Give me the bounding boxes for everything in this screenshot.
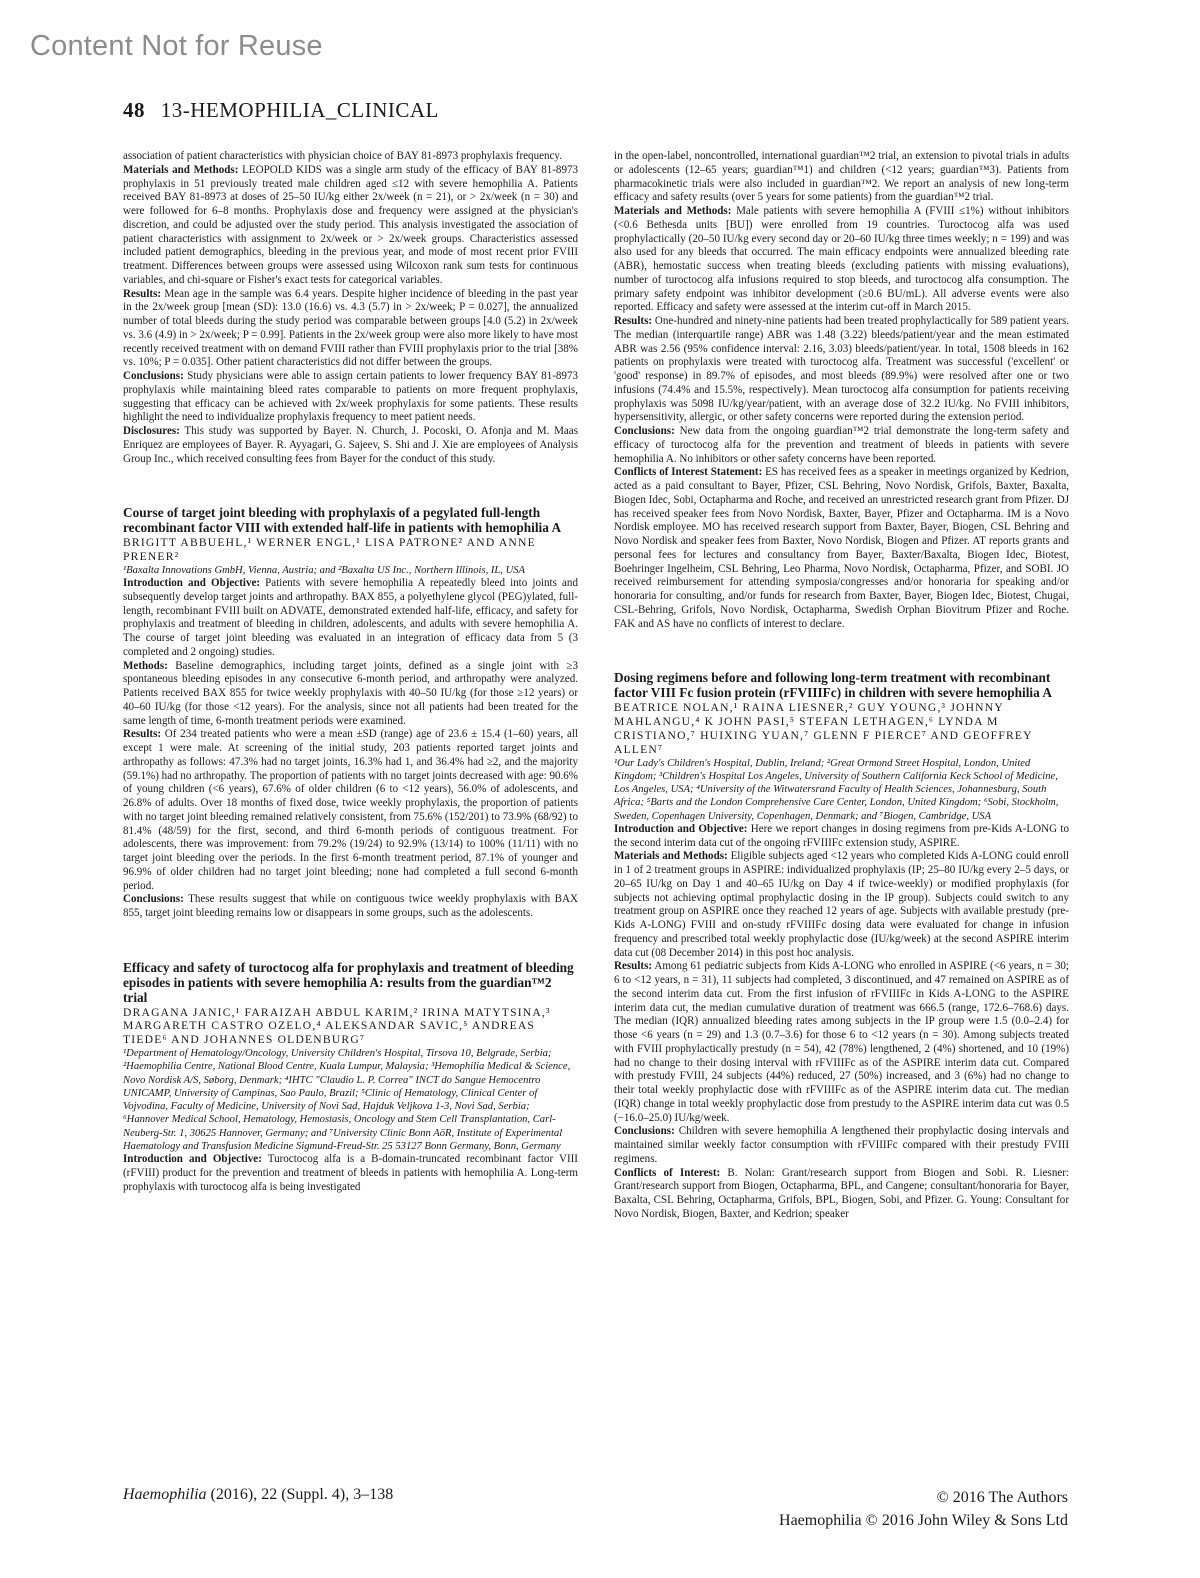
abstract-title: Efficacy and safety of turoctocog alfa for prophylaxis and treatment of bleeding episodes in patients with severe hemophilia A: results from the guardian™2 trial — [123, 959, 574, 1005]
paragraph: in the open-label, noncontrolled, international guardian™2 trial, an extension to pivotal trials in adults or adolescents (12–65 years; guardian™1) and children (<12 years; guardian™3). Patients from pharmacokinetic trials were also included in guardian™2. We report an analysis of new long-term efficacy and safety results (over 5 years for some patients) from the guardian™2 trial. — [614, 150, 1069, 204]
author-list: BRIGITT ABBUEHL,¹ WERNER ENGL,¹ LISA PATRONE² AND ANNE PRENER² — [123, 536, 536, 563]
citation-details: (2016), 22 (Suppl. 4), 3–138 — [210, 1486, 394, 1503]
paragraph: Materials and Methods: Eligible subjects aged <12 years who completed Kids A-LONG could enroll in 1 of 2 treatment groups in ASPIRE: individualized prophylaxis (IP; 25–80 IU/kg every 2–5 days, or 20–65 IU/kg on Day 1 and 40–65 IU/kg on Day 4 if twice-weekly) or modified prophylaxis (for subjects not achieving optimal prophylactic dosing in the IP group). Subjects could switch to any treatment group on ASPIRE once they reached 12 years of age. Subjects with available prestudy (pre-Kids A-LONG) FVIII and on-study rFVIIIFc dosing data were evaluated for change in infusion frequency and prescribed total weekly prophylactic dose (IU/kg/week) at the second ASPIRE interim data cut (08 December 2014) in this post hoc analysis. — [614, 850, 1070, 959]
paragraph: Methods: Baseline demographics, including target joints, defined as a single joint with ≥3 spontaneous bleeding episodes in any consecutive 6-month period, and arthropathy were analyzed. Patients received BAX 855 for twice weekly prophylaxis with 40–50 IU/kg (for those ≥12 years) or 40–60 IU/kg (for those <12 years). For the analysis, since not all patients had been treated for the same length of time, 6-month treatment periods were examined. — [123, 659, 579, 727]
right-column — [614, 150, 1069, 1222]
journal-citation — [123, 1486, 393, 1504]
affiliations: ¹Baxalta Innovations GmbH, Vienna, Austria; and ²Baxalta US Inc., Northern Illinois, IL, USA — [123, 564, 526, 576]
journal-name: Haemophilia — [123, 1486, 207, 1503]
copyright-notice — [779, 1486, 1068, 1532]
paragraph: Disclosures: This study was supported by Bayer. N. Church, J. Pocoski, O. Afonja and M. Maas Enriquez are employees of Bayer. R. Ayyagari, G. Sajeev, S. Shi and J. Xie are employees of Analysis Group Inc., which received consulting fees from Bayer for the conduct of this study. — [123, 425, 579, 465]
left-column — [123, 150, 578, 1194]
paragraph: Introduction and Objective: Patients with severe hemophilia A repeatedly bleed into joints and subsequently develop target joints and arthropathy. BAX 855, a polyethylene glycol (PEG)ylated, full-length, recombinant FVIII built on ADVATE, demonstrated extended half-life, efficacy, and safety for prophylaxis and treatment of bleeding in children, adolescents, and adults with severe hemophilia A. The course of target joint bleeding was evaluated in an integration of efficacy data from 5 (3 completed and 2 ongoing) studies. — [123, 577, 578, 658]
abstract-title: Dosing regimens before and following long-term treatment with recombinant factor VIII Fc fusion protein (rFVIIIFc) in children with severe hemophilia A — [614, 670, 1052, 701]
paragraph: Conclusions: Children with severe hemophilia A lengthened their prophylactic dosing intervals and maintained similar weekly factor consumption with rFVIIIFc compared with their prestudy FVIII regimens. — [614, 1125, 1069, 1165]
abstract-title: Course of target joint bleeding with prophylaxis of a pegylated full-length recombinant factor VIII with extended half-life in patients with hemophilia A — [123, 505, 562, 536]
paragraph: Conclusions: These results suggest that while on contiguous twice weekly prophylaxis with BAX 855, target joint bleeding remains low or disappears in some groups, such as the adolescents. — [123, 893, 578, 920]
paragraph: Conflicts of Interest: B. Nolan: Grant/research support from Biogen and Sobi. R. Liesner: Grant/research support from Biogen, Octapharma, BPL, and Cangene; consultant/honoraria for Bayer, Baxalta, CSL Behring, Octapharma, Grifols, BPL, Biogen, Sobi, and Pfizer. G. Young: Consultant for Novo Nordisk, Biogen, Baxter, and Kedrion; speaker — [614, 1166, 1069, 1220]
watermark-text: Content Not for Reuse — [30, 30, 323, 62]
paragraph: Results: Of 234 treated patients who were a mean ±SD (range) age of 23.6 ± 15.4 (1–60) years, all except 1 were male. At screening of the initial study, 203 patients reported target joints and arthropathy as follows: 47.3% had no target joints, 16.3% had 1, and 36.4% had ≥2, and the majority (59.1%) had no arthropathy. The proportion of patients with no target joints decreased with age: 90.6% of young children (<6 years), 67.6% of older children (6 to <12 years), 56.0% of adolescents, and 26.8% of adults. Over 18 months of fixed dose, twice weekly prophylaxis, the proportion of patients with no target joint bleeding remained relatively consistent, from 75.6% (152/201) to 73.9% (68/92) to 81.4% (48/59) for the first, second, and third 6-month periods of contiguous treatment. For adolescents, there was improvement: from 79.2% (19/24) to 92.9% (13/14) to 100% (11/11) with no target joint bleeding over the periods. In the first 6-month treatment period, 87.1% of younger and 96.9% of older children had no target joint bleeding; none had completed a full second 6-month period. — [123, 728, 578, 892]
section-title: 13-HEMOPHILIA_CLINICAL — [160, 98, 439, 122]
running-header — [123, 98, 439, 123]
paragraph: Conclusions: New data from the ongoing guardian™2 trial demonstrate the long-term safety and efficacy of turoctocog alfa for the prevention and treatment of bleeds in patients with severe hemophilia A. No inhibitors or other safety concerns have been reported. — [614, 425, 1069, 465]
paragraph: Materials and Methods: LEOPOLD KIDS was a single arm study of the efficacy of BAY 81-8973 prophylaxis in 51 previously treated male children aged ≤12 with severe hemophilia A. Patients received BAY 81-8973 at doses of 25–50 IU/kg either 2x/week (n = 21), or > 2x/week (n = 30) and were followed for 6–8 months. Prophylaxis dose and frequency were assigned at the physician's discretion, and could be adjusted over the study period. This analysis investigated the association of patient characteristics with assignment to 2x/week or > 2x/week groups. Characteristics assessed included patient demographics, bleeding in the previous year, and mode of most recent prior FVIII treatment. Differences between groups were assessed using Wilcoxon rank sum tests for continuous variables, and chi-square or Fisher's exact tests for categorical variables. — [123, 163, 579, 286]
paragraph: Introduction and Objective: Here we report changes in dosing regimens from pre-Kids A-LONG to the second interim data cut of the ongoing rFVIIIFc extension study, ASPIRE. — [614, 822, 1069, 849]
author-list: DRAGANA JANIC,¹ FARAIZAH ABDUL KARIM,² IRINA MATYTSINA,³ MARGARETH CASTRO OZELO,⁴ ALEKSANDAR SAVIC,⁵ ANDREAS TIEDE⁶ AND JOHANNES OLDENBURG⁷ — [123, 1005, 551, 1047]
paragraph: Materials and Methods: Male patients with severe hemophilia A (FVIII ≤1%) without inhibitors (<0.6 Bethesda units [BU]) were enrolled from 19 countries. Turoctocog alfa was used prophylactically (20–50 IU/kg every second day or 20–60 IU/kg three times weekly; n = 199) and was also used for any bleeds that occurred. The main efficacy endpoints were annualized bleeding rate (ABR), hemostatic success when treating bleeds (excluding patients with missing evaluations), number of turoctocog alfa infusions required to stop bleeds, and turoctocog alfa consumption. The primary safety endpoint was inhibitor development (≥0.6 BU/mL). All adverse events were also reported. Efficacy and safety were assessed at the interim cut-off in March 2015. — [614, 205, 1069, 314]
page-number: 48 — [123, 98, 145, 122]
author-list: BEATRICE NOLAN,¹ RAINA LIESNER,² GUY YOUNG,³ JOHNNY MAHLANGU,⁴ K JOHN PASI,⁵ STEFAN LETHAGEN,⁶ LYNDA M CRISTIANO,⁷ HUIXING YUAN,⁷ GLENN F PIERCE⁷ AND GEOFFREY ALLEN⁷ — [614, 701, 1033, 756]
paragraph: Conclusions: Study physicians were able to assign certain patients to lower frequency BAY 81-8973 prophylaxis while maintaining bleed rates comparable to patients on more frequent prophylaxis, suggesting that efficacy can be achieved with 2x/week prophylaxis for some patients. These results highlight the need to individualize prophylaxis frequency to meet patient needs. — [123, 370, 578, 424]
paragraph: Results: Among 61 pediatric subjects from Kids A-LONG who enrolled in ASPIRE (<6 years, n = 30; 6 to <12 years, n = 31), 11 subjects had completed, 3 discontinued, and 47 remained on ASPIRE as of the second interim data cut. From the first infusion of rFVIIIFc in Kids A-LONG to the ASPIRE interim data cut, the median cumulative duration of treatment was 666.5 (range, 172.6–768.6) days. The median (IQR) annualized bleeding rates among subjects in the IP group were 1.5 (0.0–2.4) for those <6 years (n = 29) and 1.3 (0.7–3.6) for those 6 to <12 years (n = 30). Among subjects treated with FVIII prophylactically prestudy (n = 54), 42 (78%) lengthened, 2 (4%) shortened, and 10 (19%) had no change to their dosing interval with rFVIIIFc as of the ASPIRE interim data cut. Compared with prestudy FVIII, 24 subjects (44%) reduced, 27 (50%) increased, and 3 (6%) had no change to their total weekly prophylactic dose with rFVIIIFc as of the ASPIRE interim data cut. The median (IQR) change in total weekly prophylactic dose from prestudy to the ASPIRE interim data cut was 0.5 (−16.0–25.0) IU/kg/week. — [614, 960, 1069, 1124]
paragraph: Conflicts of Interest Statement: ES has received fees as a speaker in meetings organized by Kedrion, acted as a paid consultant to Bayer, Pfizer, CSL Behring, Novo Nordisk, Grifols, Baxter, Baxalta, Biogen Idec, Sobi, Octapharma and Roche, and received an unrestricted research grant from Pfizer. DJ has received speaker fees from Novo Nordisk, Baxter, Bayer, Pfizer and Octapharma. IM is a Novo Nordisk employee. MO has received research support from Baxter, Bayer, Biogen, CSL Behring and Novo Nordisk and speaker fees from Baxter, Novo Nordisk, Biogen and Pfizer. AT reports grants and personal fees for lectures and consultancy from Bayer, Baxter/Baxalta, Biogen Idec, Biotest, Boehringer Ingelheim, CSL Behring, Leo Pharma, Novo Nordisk, Octapharma, Pfizer, and SOBI. JO received reimbursement for attending symposia/congresses and/or honoraria for speaking and/or honoraria for consulting, and/or funds for research from Baxter, Bayer, Biogen Idec, Biotest, Chugai, CSL-Behring, Grifols, Novo Nordisk, Octapharma, Swedish Orphan Biovitrum Pfizer and Roche. FAK and AS have no conflicts of interest to declare. — [614, 466, 1069, 630]
paragraph: Results: One-hundred and ninety-nine patients had been treated prophylactically for 589 patient years. The median (interquartile range) ABR was 1.48 (3.22) bleeds/patient/year and the mean estimated ABR was 2.56 (95% confidence interval: 2.16, 3.03) bleeds/patient/year. In total, 1508 bleeds in 162 patients on prophylaxis were treated with turoctocog alfa. Treatment was successful ('excellent' or 'good' response) in 89.7% of episodes, and most bleeds (89.9%) were resolved after one or two infusions (74.4% and 15.5%, respectively). Mean turoctocog alfa consumption for patients receiving prophylaxis was 5098 IU/kg/year/patient, with an average dose of 32.2 IU/kg. No FVIII inhibitors, hypersensitivity, allergic, or other safety concerns were reported during the extension period. — [614, 315, 1069, 424]
paragraph: association of patient characteristics with physician choice of BAY 81-8973 prophylaxis frequency. — [123, 150, 562, 162]
copyright-line: © 2016 The Authors — [936, 1489, 1068, 1506]
paragraph: Introduction and Objective: Turoctocog alfa is a B-domain-truncated recombinant factor VIII (rFVIII) product for the prevention and treatment of bleeds in patients with hemophilia A. Long-term prophylaxis with turoctocog alfa is being investigated — [123, 1153, 578, 1193]
paragraph: Results: Mean age in the sample was 6.4 years. Despite higher incidence of bleeding in the past year in the 2x/week group [mean (SD): 13.0 (16.6) vs. 4.3 (5.7) in > 2x/week; P = 0.027], the annualized number of total bleeds during the study period was comparable between groups [4.0 (5.2) in 2x/week vs. 3.6 (4.9) in > 2x/week; P = 0.99]. Patients in the 2x/week group were also more likely to have most recently received treatment with on demand FVIII rather than FVIII prophylaxis prior to the trial [38% vs. 10%; P = 0.035]. Other patient characteristics did not differ between the groups. — [123, 287, 579, 369]
copyright-line: Haemophilia © 2016 John Wiley & Sons Ltd — [779, 1512, 1068, 1530]
affiliations: ¹Department of Hematology/Oncology, University Children's Hospital, Tirsova 10, Belgrade, Serbia; ²Haemophilia Centre, National Blood Centre, Kuala Lumpur, Malaysia; ³Hemophilia Medical & Science, Novo Nordisk A/S, Søborg, Denmark; ⁴IHTC "Claudio L. P. Correa" INCT do Sangue Hemocentro UNICAMP, University of Campinas, Sao Paulo, Brazil; ⁵Clinic of Hematology, Clinical Center of Vojvodina, Faculty of Medicine, University of Novi Sad, Hajduk Veljkova 1-3, Novi Sad, Serbia; ⁶Hannover Medical School, Hematology, Hemostasis, Oncology and Stem Cell Transplantation, Carl-Neuberg-Str. 1, 30625 Hannover, Germany; and ⁷University Clinic Bonn AöR, Institute of Experimental Haematology and Transfusion Medicine Sigmund-Freud-Str. 25 53127 Bonn Germany, Bonn, Germany — [123, 1048, 571, 1152]
affiliations: ¹Our Lady's Children's Hospital, Dublin, Ireland; ²Great Ormond Street Hospital, London, United Kingdom; ³Children's Hospital Los Angeles, University of Southern California Keck School of Medicine, Los Angeles, USA; ⁴University of the Witwatersrand Faculty of Health Sciences, Johannesburg, South Africa; ⁵Barts and the London Comprehensive Care Center, London, United Kingdom; ⁶Sobi, Stockholm, Sweden, Copenhagen University, Copenhagen, Denmark; and ⁷Biogen, Cambridge, USA — [614, 757, 1059, 822]
